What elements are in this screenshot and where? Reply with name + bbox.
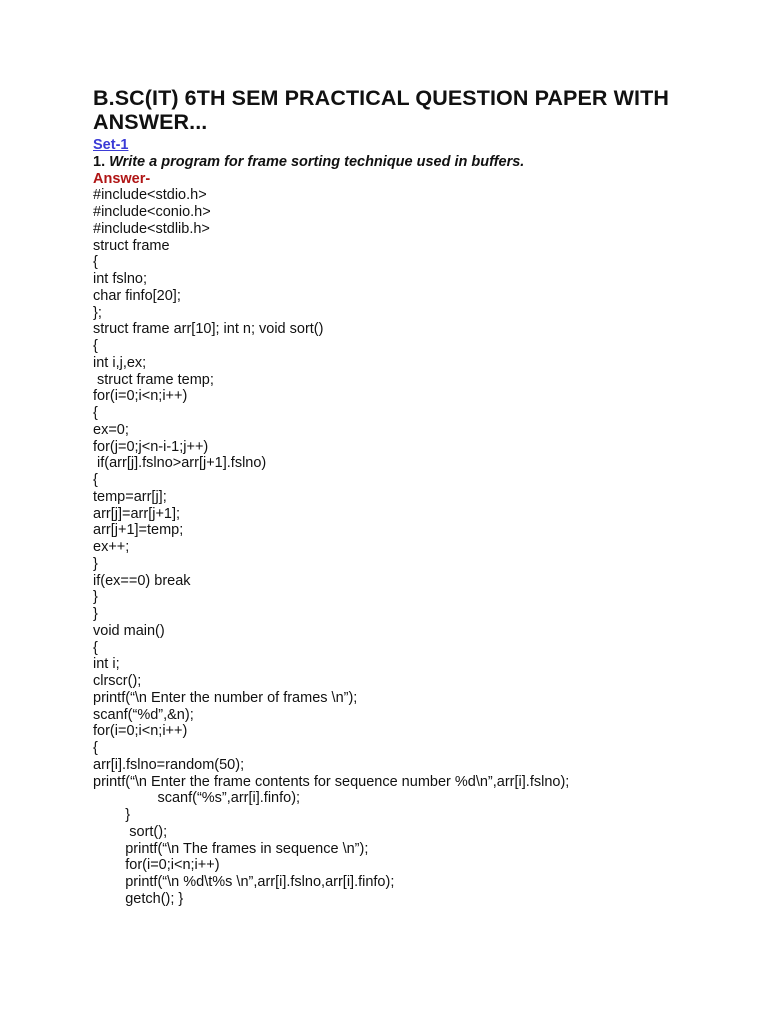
code-line: }: [93, 555, 98, 572]
code-line: ex++;: [93, 539, 130, 556]
code-line: printf(“\n Enter the frame contents for sequence number %d\n”,arr[i].fslno);: [93, 773, 570, 790]
code-line: for(j=0;j<n-i-1;j++): [93, 438, 209, 455]
code-line: {: [93, 639, 98, 656]
code-line: struct frame: [93, 237, 170, 254]
code-line: {: [93, 338, 98, 355]
code-line: void main(): [93, 622, 165, 639]
code-line: #include<stdlib.h>: [93, 220, 210, 237]
code-line: char finfo[20];: [93, 287, 181, 304]
code-line: sort();: [93, 823, 168, 840]
code-line: struct frame arr[10]; int n; void sort(): [93, 321, 324, 338]
code-line: if(ex==0) break: [93, 572, 191, 589]
code-line: {: [93, 740, 98, 757]
code-line: #include<stdio.h>: [93, 187, 207, 204]
code-line: }: [93, 606, 98, 623]
code-line: printf(“\n %d\t%s \n”,arr[i].fslno,arr[i].finfo);: [93, 874, 395, 891]
code-line: #include<conio.h>: [93, 204, 211, 221]
code-line: ex=0;: [93, 421, 129, 438]
code-line: scanf(“%d”,&n);: [93, 706, 194, 723]
code-line: }: [93, 589, 98, 606]
code-line: arr[j+1]=temp;: [93, 522, 184, 539]
document-page: [93, 86, 733, 908]
code-line: {: [93, 472, 98, 489]
code-line: struct frame temp;: [93, 371, 214, 388]
set-1-link[interactable]: Set-1: [93, 137, 129, 153]
code-line: for(i=0;i<n;i++): [93, 723, 188, 740]
page-title: B.SC(IT) 6TH SEM PRACTICAL QUESTION PAPER WITH ANSWER...: [93, 86, 669, 134]
code-line: arr[i].fslno=random(50);: [93, 756, 245, 773]
code-line: for(i=0;i<n;i++): [93, 388, 188, 405]
code-line: };: [93, 304, 102, 321]
code-line: for(i=0;i<n;i++): [93, 857, 220, 874]
answer-label: Answer-: [93, 170, 151, 187]
code-line: int i;: [93, 656, 120, 673]
code-line: int fslno;: [93, 271, 147, 288]
code-block: [93, 187, 733, 907]
question-number: 1.: [93, 154, 106, 170]
code-line: getch(); }: [93, 890, 184, 907]
code-line: printf(“\n Enter the number of frames \n”);: [93, 689, 358, 706]
code-line: {: [93, 405, 98, 422]
code-line: {: [93, 254, 98, 271]
code-line: temp=arr[j];: [93, 488, 167, 505]
code-line: printf(“\n The frames in sequence \n”);: [93, 840, 369, 857]
code-line: arr[j]=arr[j+1];: [93, 505, 181, 522]
question-text: Write a program for frame sorting technique used in buffers.: [109, 154, 525, 170]
code-line: clrscr();: [93, 673, 142, 690]
code-line: }: [93, 807, 131, 824]
code-line: scanf(“%s”,arr[i].finfo);: [93, 790, 301, 807]
code-line: int i,j,ex;: [93, 354, 147, 371]
code-line: if(arr[j].fslno>arr[j+1].fslno): [93, 455, 267, 472]
question-1: [93, 154, 733, 171]
